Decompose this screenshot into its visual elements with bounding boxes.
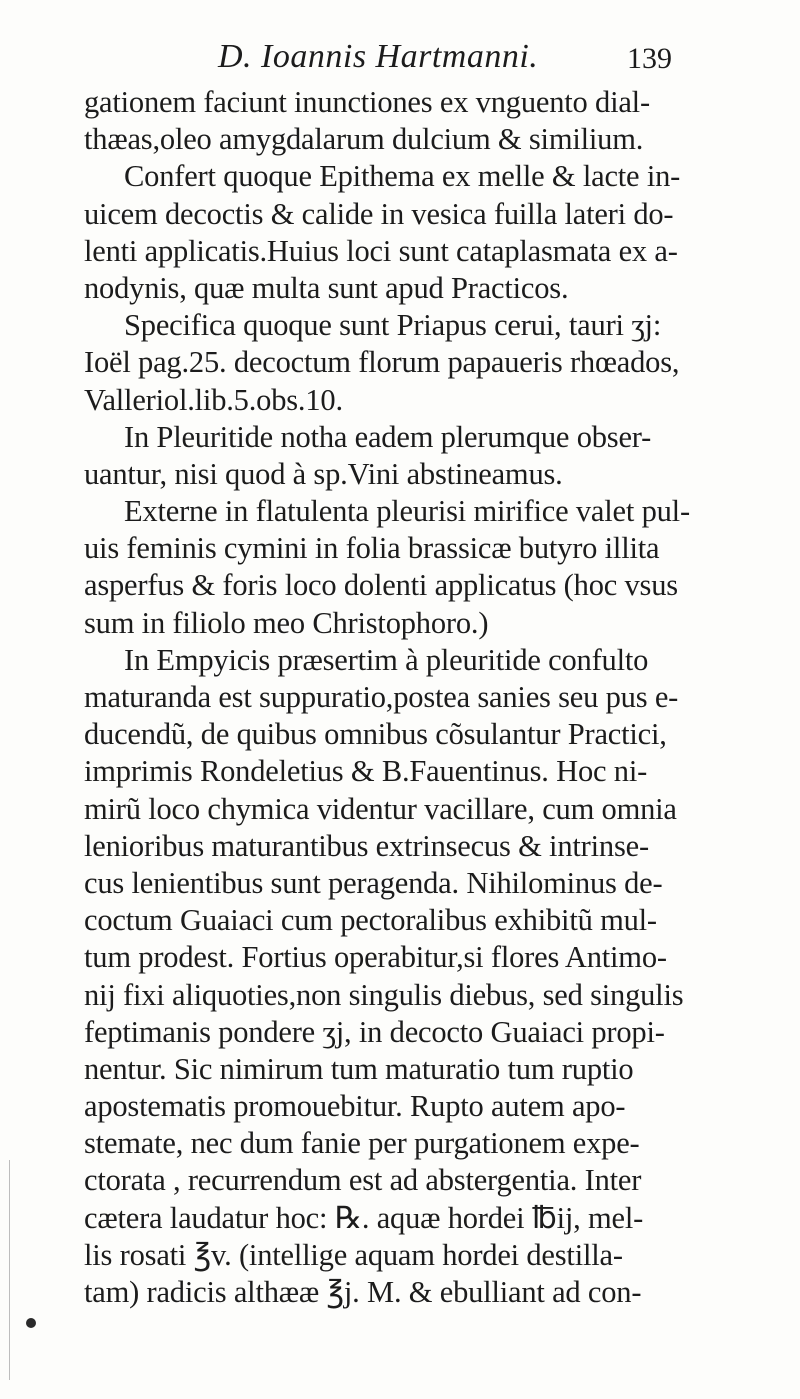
text-line: tam) radicis althææ ℥j. M. & ebulliant ad con- bbox=[84, 1275, 642, 1309]
margin-dot bbox=[26, 1318, 36, 1328]
text-line: mirũ loco chymica videntur vacillare, cum omnia bbox=[84, 791, 677, 826]
text-line: stemate, nec dum fanie per purgationem expe- bbox=[84, 1126, 640, 1161]
text-line: nodynis, quæ multa sunt apud Practicos. bbox=[84, 270, 569, 305]
text-line: lenti applicatis.Huius loci sunt cataplasmata ex a- bbox=[84, 233, 678, 268]
text-line: lis rosati ℥v. (intellige aquam hordei destilla- bbox=[84, 1237, 623, 1272]
text-line: nentur. Sic nimirum tum maturatio tum ruptio bbox=[84, 1051, 634, 1086]
text-line: lenioribus maturantibus extrinsecus & intrinse- bbox=[84, 828, 649, 863]
text-line: Valleriol.lib.5.obs.10. bbox=[84, 382, 343, 417]
text-line: uis feminis cymini in folia brassicæ butyro illita bbox=[84, 531, 660, 566]
text-line: In Pleuritide notha eadem plerumque obser- bbox=[124, 419, 652, 454]
text-line: gationem faciunt inunctiones ex vnguento dial- bbox=[84, 85, 650, 119]
text-line: sum in filiolo meo Christophoro.) bbox=[84, 605, 489, 640]
text-line: uantur, nisi quod à sp.Vini abstineamus. bbox=[84, 456, 563, 491]
text-line: maturanda est suppuratio,postea sanies seu pus e- bbox=[84, 680, 679, 714]
text-line: cætera laudatur hoc: ℞. aquæ hordei ℔ij, mel- bbox=[84, 1200, 644, 1235]
text-line: apostematis promouebitur. Rupto autem apo- bbox=[84, 1089, 626, 1124]
text-line: Externe in flatulenta pleurisi mirifice valet pul- bbox=[124, 494, 690, 529]
text-line: Ioël pag.25. decoctum florum papaueris rhœados, bbox=[84, 345, 680, 380]
body-text bbox=[84, 84, 724, 1311]
text-line: ducendũ, de quibus omnibus cõsulantur Practici, bbox=[84, 717, 667, 752]
text-line: nij fixi aliquoties,non singulis diebus, sed singulis bbox=[84, 977, 684, 1012]
text-line: cus lenientibus sunt peragenda. Nihilominus de- bbox=[84, 865, 663, 900]
text-line: imprimis Rondeletius & B.Fauentinus. Hoc ni- bbox=[84, 754, 648, 789]
text-line: feptimanis pondere ʒj, in decocto Guaiaci propi- bbox=[84, 1014, 665, 1049]
text-line: thæas,oleo amygdalarum dulcium & similium. bbox=[84, 122, 644, 157]
text-line: asperfus & foris loco dolenti applicatus (hoc vsus bbox=[84, 568, 678, 603]
text-line: coctum Guaiaci cum pectoralibus exhibitũ mul- bbox=[84, 903, 657, 938]
text-line: uicem decoctis & calide in vesica fuilla lateri do- bbox=[84, 196, 674, 231]
text-line: In Empyicis præsertim à pleuritide confulto bbox=[124, 642, 649, 677]
page-number: 139 bbox=[627, 42, 672, 75]
page-edge-line bbox=[9, 1160, 10, 1380]
running-title: D. Ioannis Hartmanni. bbox=[218, 38, 539, 75]
text-line: tum prodest. Fortius operabitur,si flores Antimo- bbox=[84, 940, 667, 975]
text-line: ctorata , recurrendum est ad abstergentia. Inter bbox=[84, 1163, 642, 1198]
page-header bbox=[218, 38, 672, 82]
text-line: Specifica quoque sunt Priapus cerui, tauri ʒj: bbox=[124, 308, 662, 343]
text-line: Confert quoque Epithema ex melle & lacte in- bbox=[124, 159, 681, 194]
